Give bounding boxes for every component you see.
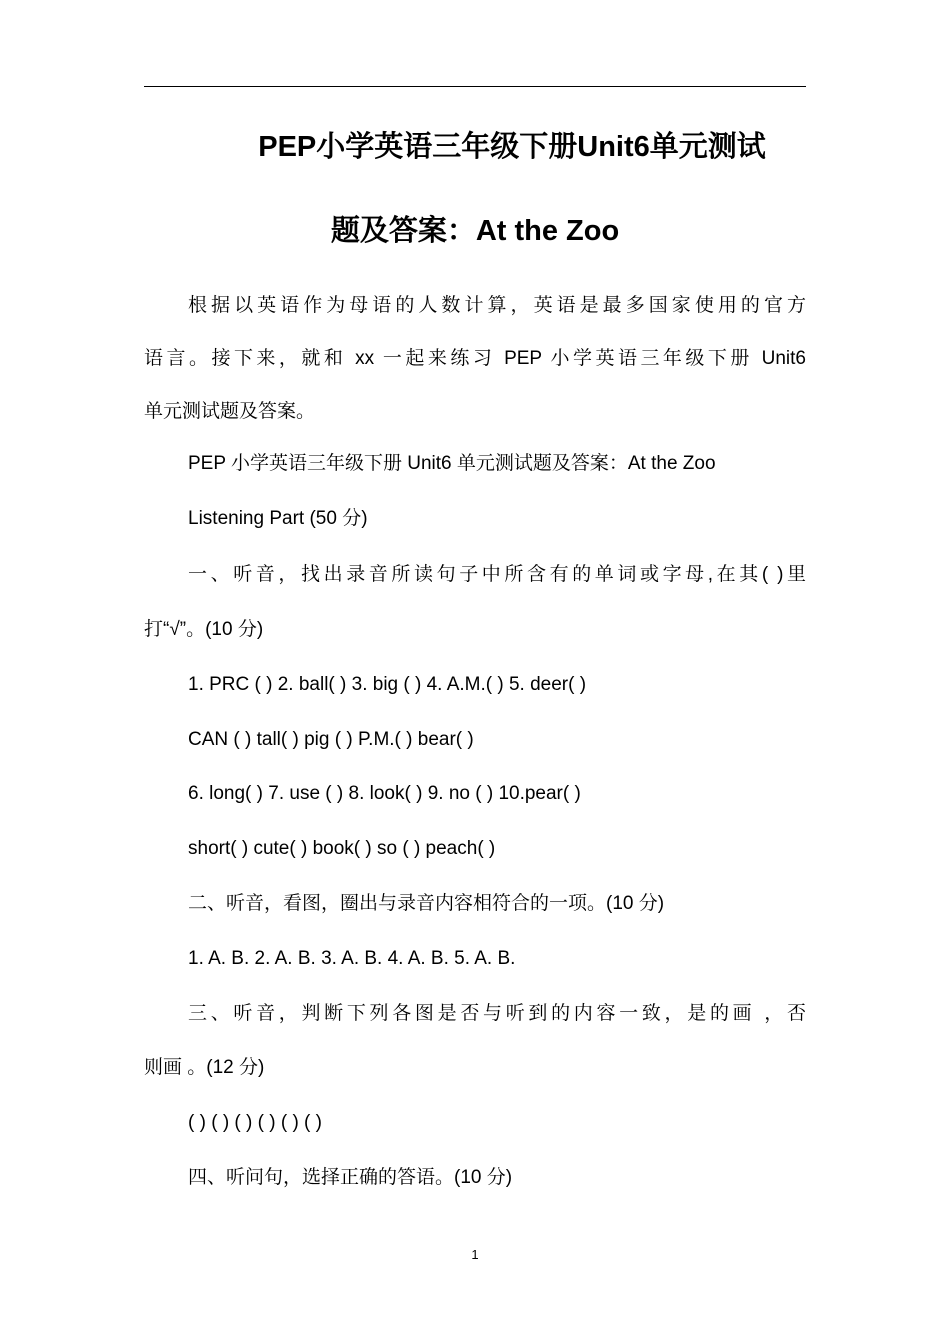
section1-heading-line-2: 打“√”。(10 分) (144, 619, 264, 640)
section1-row-3: 6. long( ) 7. use ( ) 8. look( ) 9. no ( ) 10.pear( ) (188, 783, 581, 804)
document-subtitle: PEP 小学英语三年级下册 Unit6 单元测试题及答案：At the Zoo (188, 453, 716, 474)
section1-row-2: CAN ( ) tall( ) pig ( ) P.M.( ) bear( ) (188, 729, 474, 750)
section1-row-1: 1. PRC ( ) 2. ball( ) 3. big ( ) 4. A.M.( ) 5. deer( ) (188, 674, 587, 695)
intro-line-2: 语言。接下来，就和 xx 一起来练习 PEP 小学英语三年级下册 Unit6 (144, 348, 806, 369)
section3-row: ( ) ( ) ( ) ( ) ( ) ( ) (188, 1112, 322, 1133)
header-rule (144, 86, 806, 87)
intro-line-1: 根据以英语作为母语的人数计算，英语是最多国家使用的官方 (188, 295, 806, 316)
document-title-line-2: 题及答案：At the Zoo (330, 215, 620, 247)
section2-heading: 二、听音，看图，圈出与录音内容相符合的一项。(10 分) (188, 893, 665, 914)
intro-line-3: 单元测试题及答案。 (144, 401, 316, 422)
section3-heading-line-2: 则画 。(12 分) (144, 1057, 265, 1078)
part-heading: Listening Part (50 分) (188, 508, 368, 529)
section4-heading: 四、听问句，选择正确的答语。(10 分) (188, 1167, 513, 1188)
page-number: 1 (471, 1247, 479, 1262)
document-title-line-1: PEP小学英语三年级下册Unit6单元测试 (258, 131, 766, 163)
section1-heading-line-1: 一、听音，找出录音所读句子中所含有的单词或字母,在其( )里 (188, 564, 806, 585)
section1-row-4: short( ) cute( ) book( ) so ( ) peach( ) (188, 838, 496, 859)
section3-heading-line-1: 三、听音，判断下列各图是否与听到的内容一致，是的画 ，否 (188, 1003, 806, 1024)
section2-row: 1. A. B. 2. A. B. 3. A. B. 4. A. B. 5. A. B. (188, 948, 516, 969)
